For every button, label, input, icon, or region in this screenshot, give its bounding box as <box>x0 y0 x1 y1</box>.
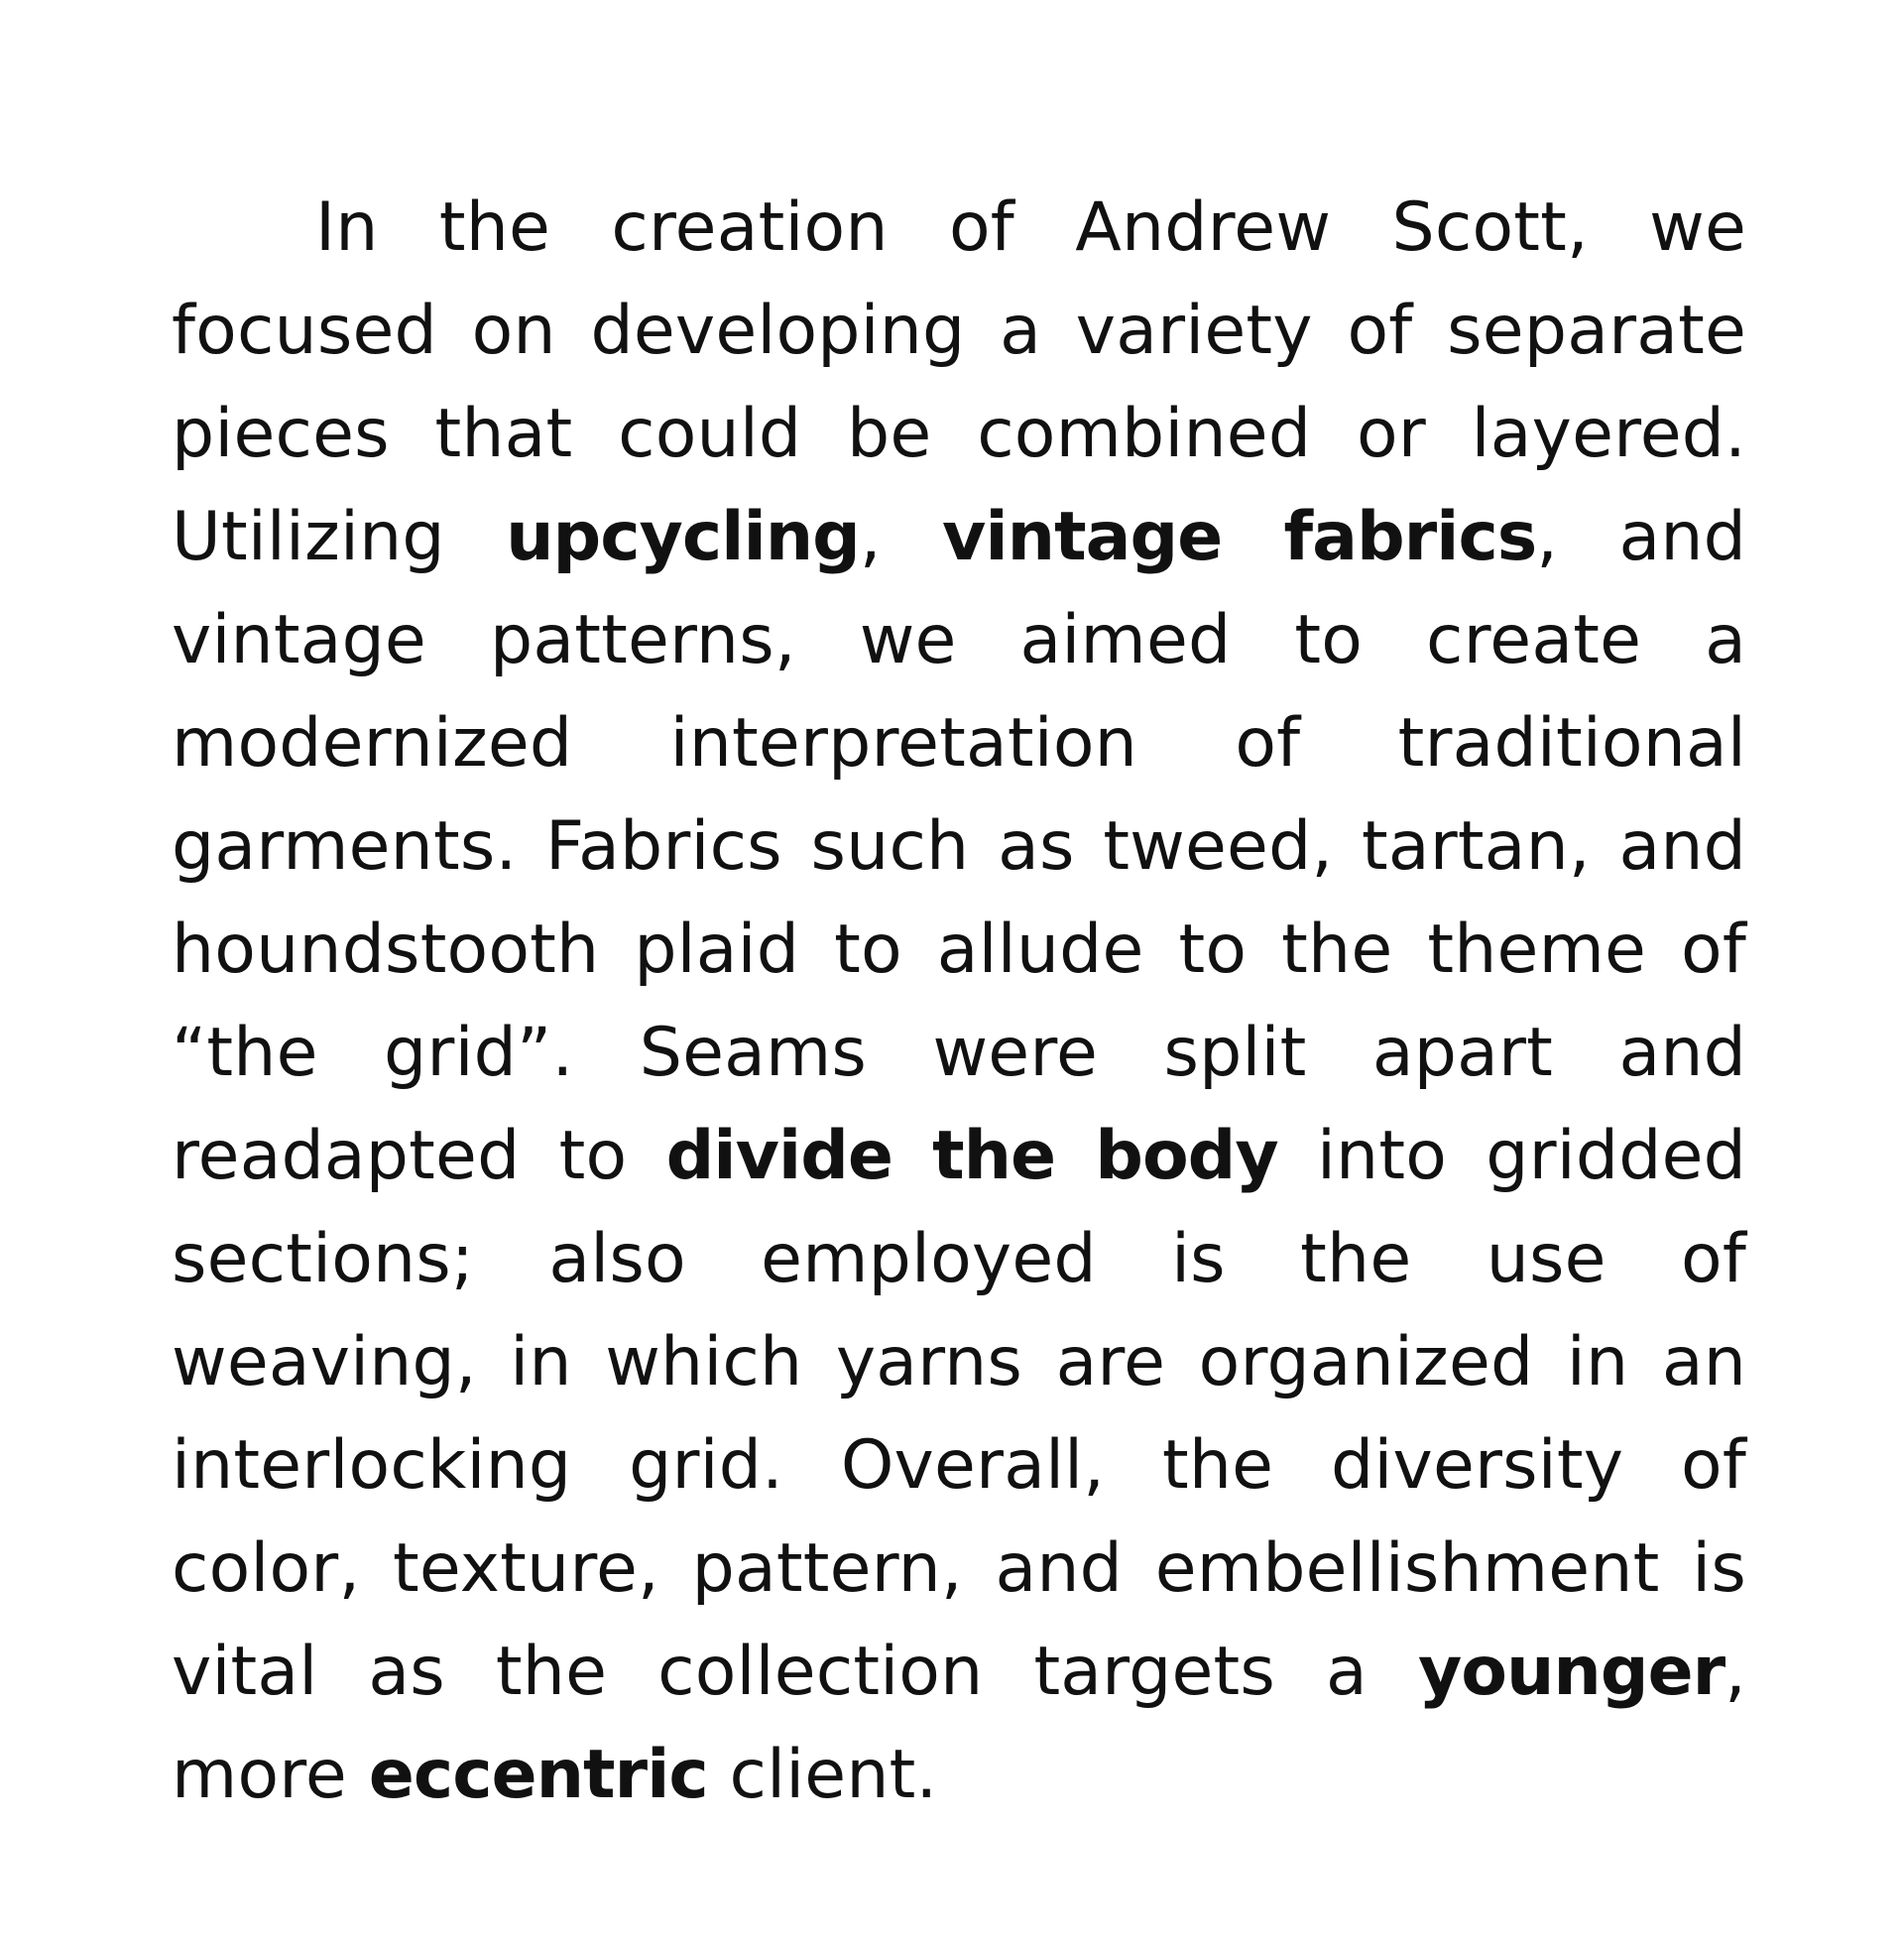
text-run: , and vintage patterns, we aimed to create a modernized interpretation of traditional garments. Fabrics such as tweed, tartan, and houndstooth plaid to allude to the theme of “the grid”. Seams were split apart and readapted to <box>172 498 1746 1195</box>
text-run: client. <box>707 1736 938 1814</box>
emphasis-eccentric: eccentric <box>368 1736 708 1814</box>
text-run: into gridded sections; also employed is the use of weaving, in which yarns are organized in an interlocking grid. Overall, the diversity of color, texture, pattern, and embellishment is vital as the collection targets a <box>172 1117 1746 1711</box>
emphasis-younger: younger <box>1417 1633 1726 1711</box>
text-run: , more <box>172 1633 1746 1814</box>
body-paragraph <box>172 177 1746 1827</box>
emphasis-upcycling: upcycling <box>506 498 860 576</box>
emphasis-divide-the-body: divide the body <box>665 1117 1278 1195</box>
emphasis-vintage-fabrics: vintage fabrics <box>942 498 1537 576</box>
text-run: In the creation of Andrew Scott, we focused on developing a variety of separate pieces that could be combined or layered. Utilizing <box>172 188 1746 576</box>
text-run: , <box>859 498 943 576</box>
